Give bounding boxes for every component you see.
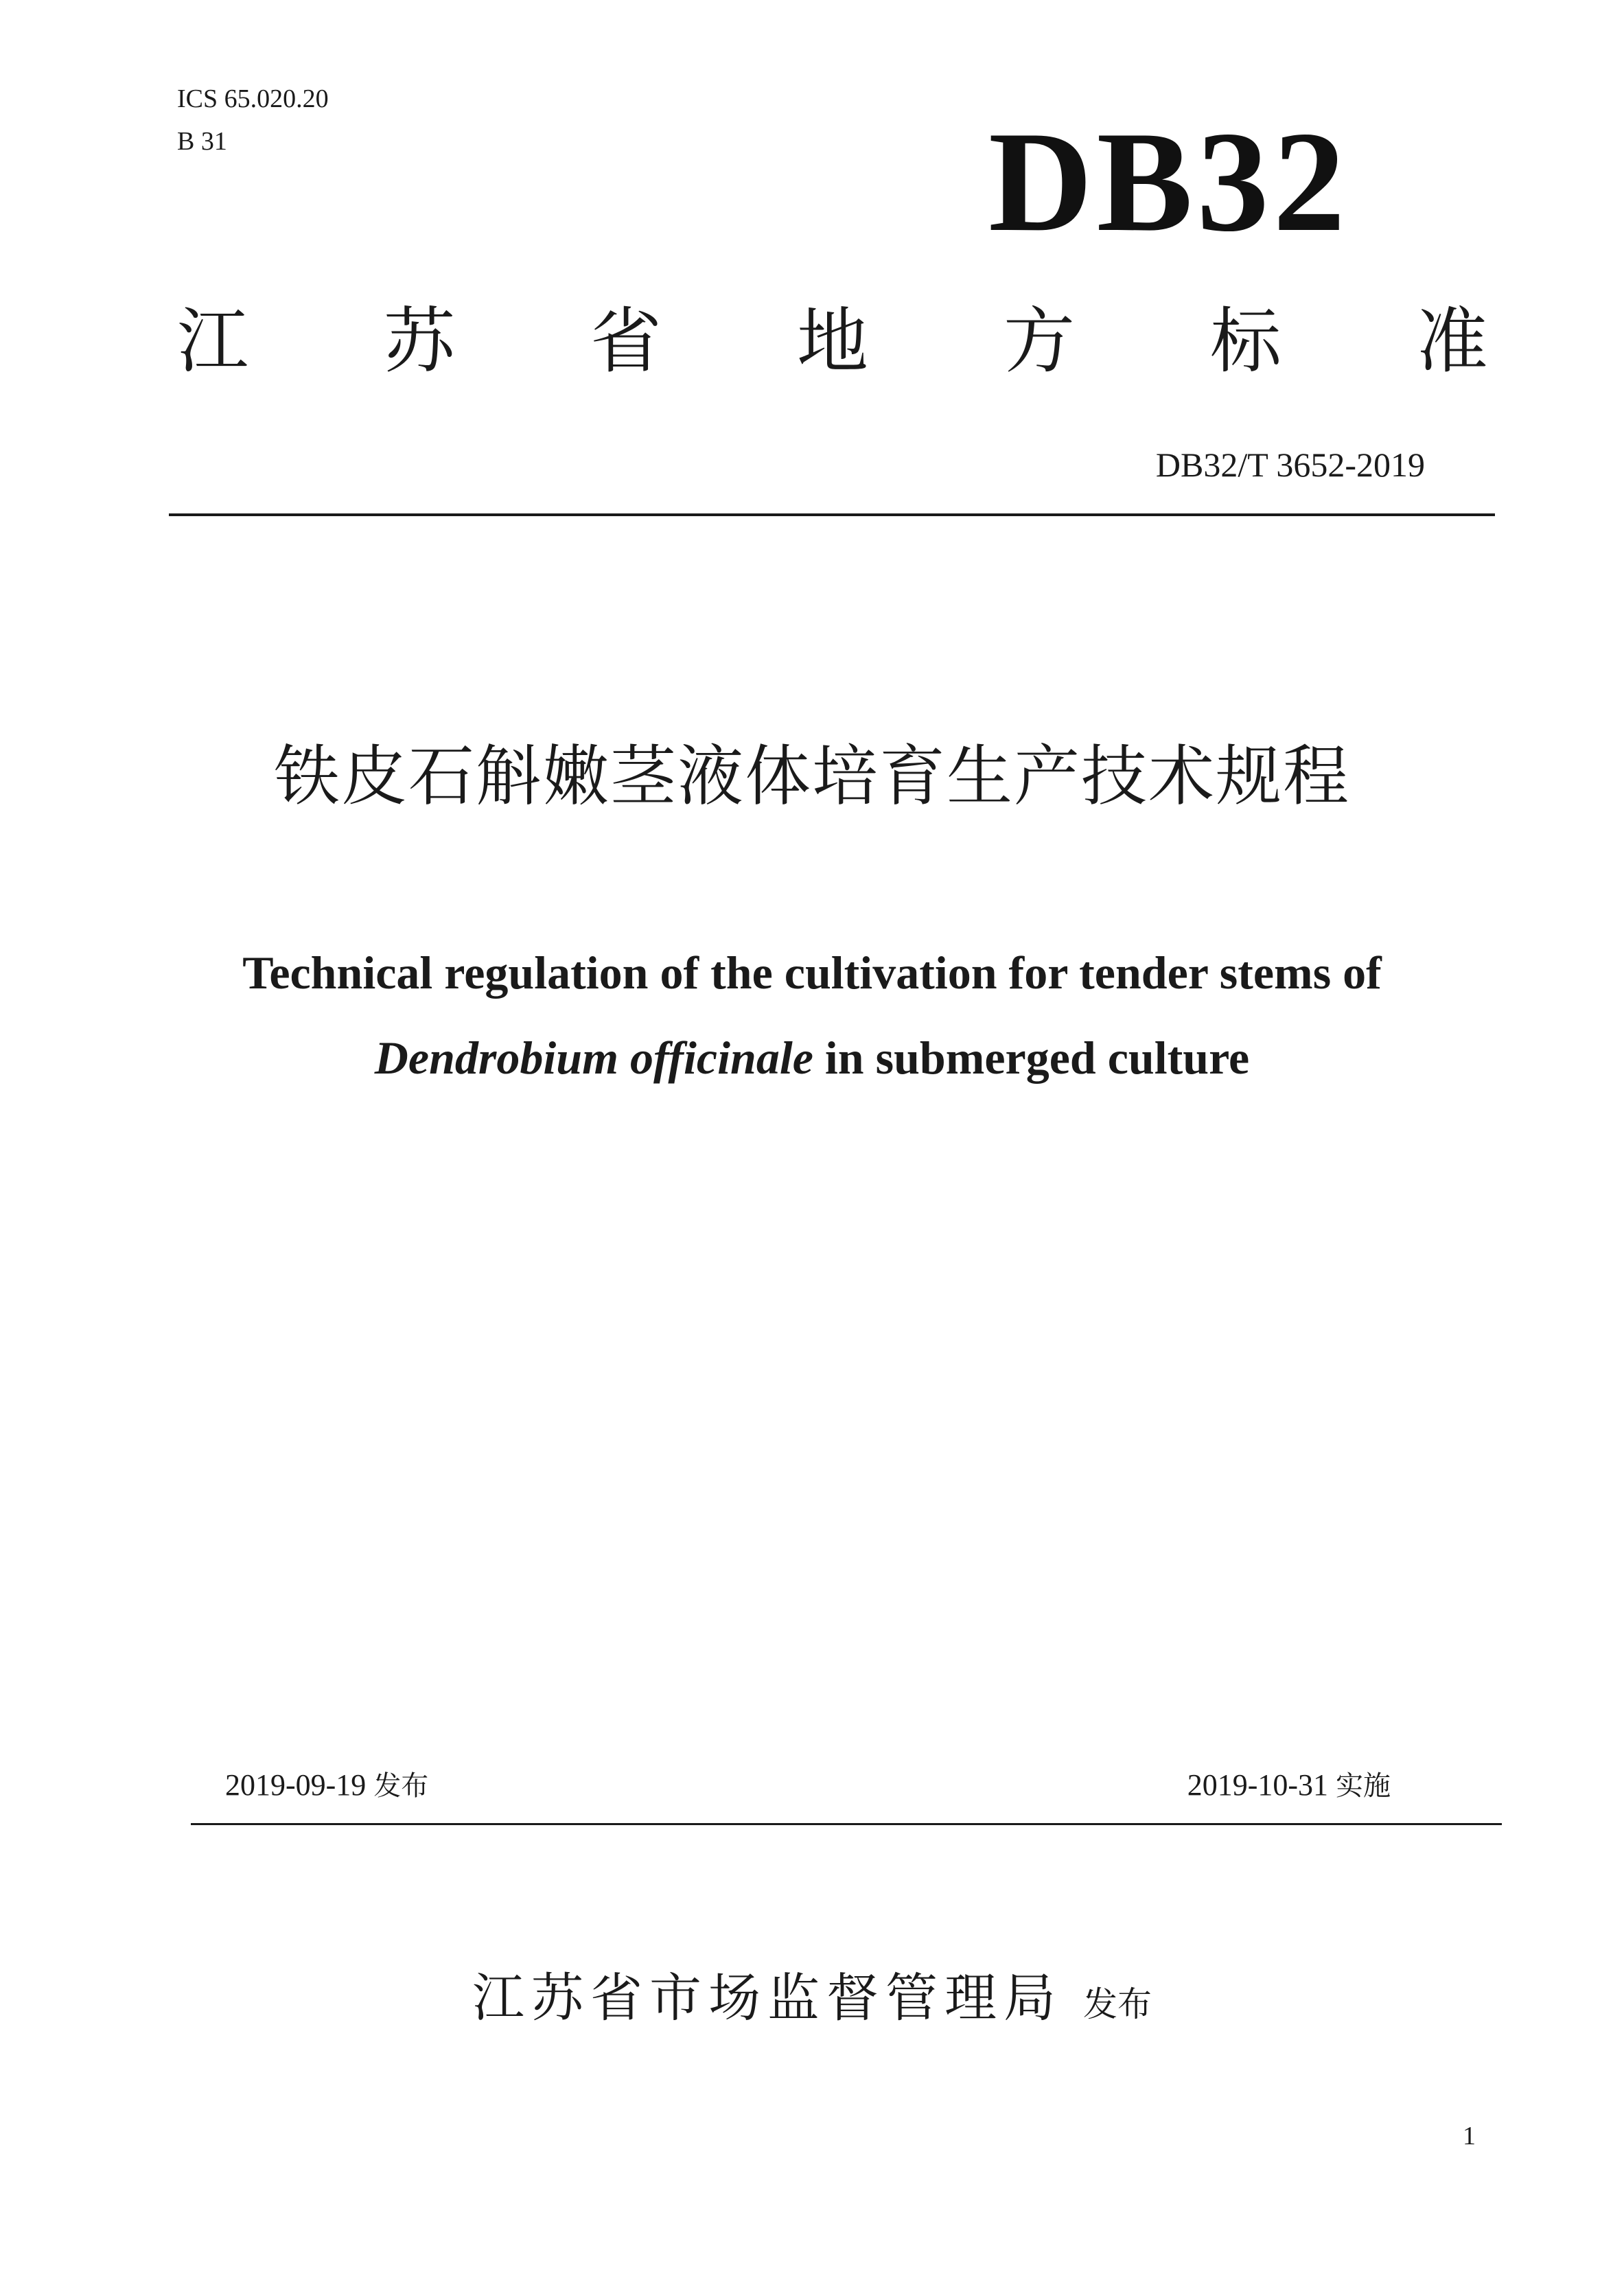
ccs-code: B 31 [177, 127, 227, 156]
standard-mark: DB32 [988, 102, 1349, 262]
standard-type-heading [177, 299, 1488, 383]
standard-type-char: 苏 [383, 299, 455, 383]
document-title-chinese: 铁皮石斛嫩茎液体培育生产技术规程 [274, 738, 1350, 815]
footer-divider [191, 1823, 1502, 1825]
header-divider [169, 513, 1495, 516]
issuer-label: 发布 [1083, 1984, 1152, 2024]
implementation-date-block [1187, 1764, 1391, 1803]
standard-type-char: 省 [590, 299, 662, 383]
implementation-date: 2019-10-31 [1187, 1768, 1328, 1802]
standard-type-char: 标 [1209, 299, 1281, 383]
issue-date-block [225, 1764, 428, 1803]
standard-number: DB32/T 3652-2019 [1155, 445, 1425, 484]
issue-label: 发布 [373, 1770, 429, 1802]
ics-code: ICS 65.020.20 [177, 84, 329, 113]
classification-codes [177, 82, 329, 167]
english-title-line-2 [0, 1015, 1624, 1100]
document-title-english [0, 930, 1624, 1100]
issuer-organization: 江苏省市场监督管理局 [472, 1967, 1063, 2028]
standard-type-char: 方 [1003, 299, 1075, 383]
english-title-line-2-rest: in submerged culture [813, 1032, 1250, 1084]
species-name: Dendrobium officinale [374, 1032, 813, 1084]
issuing-authority [0, 1956, 1624, 2031]
standard-type-char: 江 [177, 299, 249, 383]
english-title-line-1: Technical regulation of the cultivation for tender stems of [242, 947, 1382, 999]
standard-type-char: 地 [796, 299, 868, 383]
page-number: 1 [1463, 2122, 1476, 2150]
standard-type-char: 准 [1416, 299, 1488, 383]
issue-date: 2019-09-19 [225, 1768, 367, 1802]
implementation-label: 实施 [1336, 1770, 1391, 1802]
